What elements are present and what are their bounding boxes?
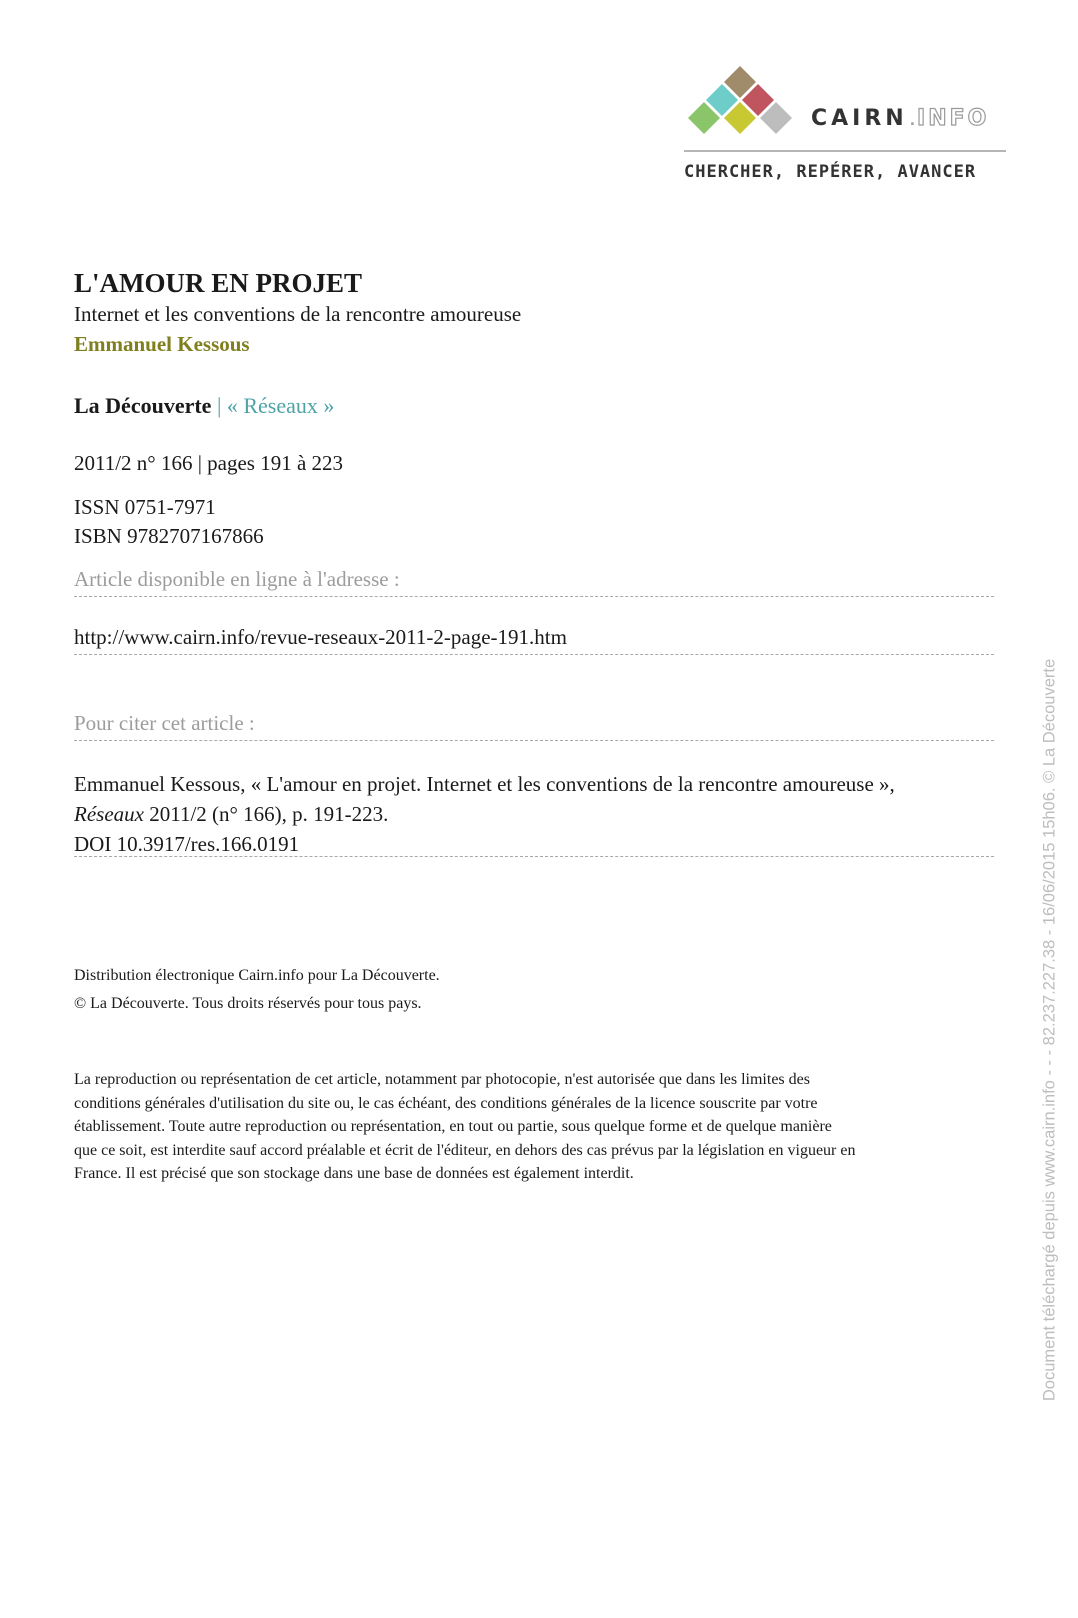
- citation-details: 2011/2 (n° 166), p. 191-223.: [143, 802, 389, 826]
- legal-line: France. Il est précisé que son stockage dans une base de données est également interdit.: [74, 1165, 634, 1182]
- logo-brand: CAIRN: [811, 106, 908, 131]
- article-url[interactable]: http://www.cairn.info/revue-reseaux-2011-2-page-191.htm: [74, 625, 567, 649]
- legal-line: que ce soit, est interdite sauf accord préalable et écrit de l'éditeur, en dehors des cas prévus par la législation en vigueur en: [74, 1141, 856, 1159]
- logo-divider: [684, 150, 1006, 152]
- legal-line: La reproduction ou représentation de cet article, notamment par photocopie, n'est autorisée que dans les limites des: [74, 1071, 810, 1088]
- legal-line: établissement. Toute autre reproduction ou représentation, en tout ou partie, sous quelque forme et de quelque manière: [74, 1118, 832, 1135]
- cite-label: Pour citer cet article :: [74, 711, 255, 735]
- citation-journal: Réseaux: [74, 802, 144, 826]
- article-subtitle: Internet et les conventions de la rencontre amoureuse: [74, 302, 522, 326]
- logo-tagline: CHERCHER, REPÉRER, AVANCER: [684, 162, 977, 182]
- citation-block: [74, 769, 1014, 859]
- divider-dashed: [74, 740, 994, 741]
- logo-dot: .: [909, 113, 916, 129]
- journal-link[interactable]: « Réseaux »: [226, 393, 335, 418]
- issue-info: 2011/2 n° 166 | pages 191 à 223: [74, 451, 344, 475]
- isbn: ISBN 9782707167866: [74, 524, 264, 548]
- publisher-separator: |: [216, 393, 222, 418]
- copyright-note: © La Découverte. Tous droits réservés pour tous pays.: [74, 995, 422, 1012]
- online-label: Article disponible en ligne à l'adresse :: [74, 567, 400, 591]
- citation-line-1: Emmanuel Kessous, « L'amour en projet. Internet et les conventions de la rencontre amoureuse »,: [74, 772, 895, 796]
- article-author[interactable]: Emmanuel Kessous: [74, 332, 250, 356]
- legal-notice: [74, 1068, 1014, 1186]
- publisher-name: La Découverte: [74, 393, 212, 418]
- divider-dashed: [74, 654, 994, 655]
- cairn-logo: [684, 66, 1014, 196]
- logo-suffix: INFO: [917, 106, 990, 131]
- distribution-note: Distribution électronique Cairn.info pour La Découverte.: [74, 967, 440, 984]
- legal-line: conditions générales d'utilisation du site ou, le cas échéant, des conditions générales de la licence souscrite par votre: [74, 1094, 818, 1112]
- divider-dashed: [74, 856, 994, 857]
- article-title: L'AMOUR EN PROJET: [74, 268, 363, 298]
- publisher-line: [74, 393, 334, 419]
- logo-wordmark: [811, 106, 989, 131]
- download-watermark: Document téléchargé depuis www.cairn.info - - - 82.237.227.38 - 16/06/2015 15h06. © La Découverte: [1040, 658, 1059, 1402]
- cairn-diamond-mark: [684, 66, 804, 146]
- divider-dashed: [74, 596, 994, 597]
- citation-line-2: [74, 799, 1014, 829]
- issn: ISSN 0751-7971: [74, 495, 216, 519]
- citation-doi: DOI 10.3917/res.166.0191: [74, 832, 300, 856]
